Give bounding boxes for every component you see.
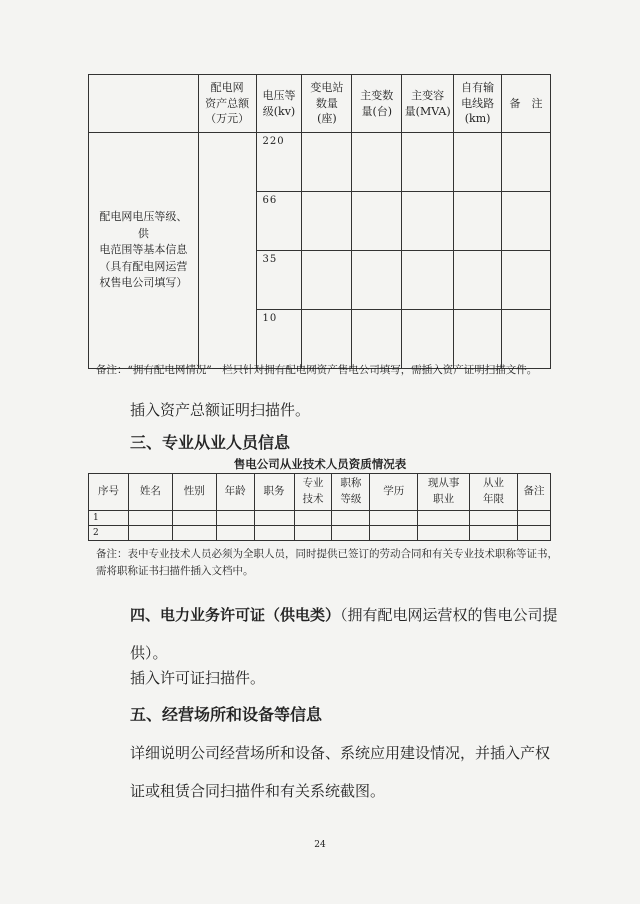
page-number: 24 [314, 840, 326, 850]
header-label: 学历 [383, 485, 405, 498]
header-label: 配电网 资产总额 （万元） [205, 80, 250, 126]
header-label: 序号 [97, 485, 119, 498]
header-label: 性别 [183, 485, 205, 498]
section-4-heading: 四、电力业务许可证（供电类） [130, 606, 341, 624]
section-5-heading: 五、经营场所和设备等信息 [130, 705, 323, 724]
header-label: 姓名 [139, 485, 161, 498]
section-4-note: （拥有配电网运营权的售电公司提供）。 [130, 606, 558, 662]
header-line-length [454, 75, 502, 133]
header-label: 职称 等级 [340, 477, 362, 505]
asset-total-cell [198, 133, 256, 369]
voltage-cell: 10 [256, 310, 302, 369]
header-transformer-capacity [402, 75, 454, 133]
section-3-heading: 三、专业从业人员信息 [130, 433, 291, 452]
table-header-row [89, 75, 551, 133]
section-5-paragraph: 详细说明公司经营场所和设备、系统应用建设情况，并插入产权证或租赁合同扫描件和有关系统截图。 [130, 744, 551, 800]
header-label: 职务 [263, 485, 285, 498]
header-substation-count [302, 75, 352, 133]
table2-caption: 售电公司从业技术人员资质情况表 [233, 457, 407, 471]
distribution-network-table [88, 74, 551, 369]
table-row [89, 511, 551, 526]
row-label-cell [89, 133, 199, 369]
header-label: 备注 [523, 485, 545, 498]
header-label: 年龄 [224, 485, 246, 498]
header-blank [89, 75, 199, 133]
voltage-cell: 35 [256, 251, 302, 310]
header-label: 电压等 级(kv) [262, 88, 296, 118]
header-label: 主变容 量(MVA) [404, 88, 451, 118]
voltage-cell: 66 [256, 192, 302, 251]
header-label: 从业 年限 [483, 477, 505, 505]
table-row [89, 526, 551, 541]
header-voltage [256, 75, 302, 133]
insert-license-paragraph: 插入许可证扫描件。 [130, 669, 266, 687]
voltage-cell: 220 [256, 133, 302, 192]
header-label: 现从事 职业 [427, 477, 460, 505]
table2-header-row [89, 474, 551, 511]
insert-assets-paragraph: 插入资产总额证明扫描件。 [130, 401, 311, 419]
header-label: 主变数 量(台) [360, 88, 394, 118]
header-label: 备 注 [509, 96, 543, 110]
table-row [89, 133, 551, 192]
table2-note: 备注：表中专业技术人员必须为全职人员，同时提供已签订的劳动合同和有关专业技术职称等证书，需将职称证书扫描件插入文档中。 [96, 548, 558, 577]
row-number: 1 [89, 511, 129, 526]
header-remarks [502, 75, 551, 133]
row-number: 2 [89, 526, 129, 541]
row-label: 配电网电压等级、供 电范围等基本信息 （具有配电网运营 权售电公司填写） [99, 210, 188, 290]
header-label: 专业 技术 [302, 477, 324, 505]
header-asset-total [198, 75, 256, 133]
header-label: 自有输 电线路 (km) [461, 80, 495, 126]
table1-note: 备注：“拥有配电网情况”一栏只针对拥有配电网资产售电公司填写，需插入资产证明扫描文件。 [96, 364, 538, 376]
header-label: 变电站 数量 (座) [310, 80, 344, 126]
staff-qualification-table [88, 473, 551, 541]
header-transformer-count [352, 75, 402, 133]
